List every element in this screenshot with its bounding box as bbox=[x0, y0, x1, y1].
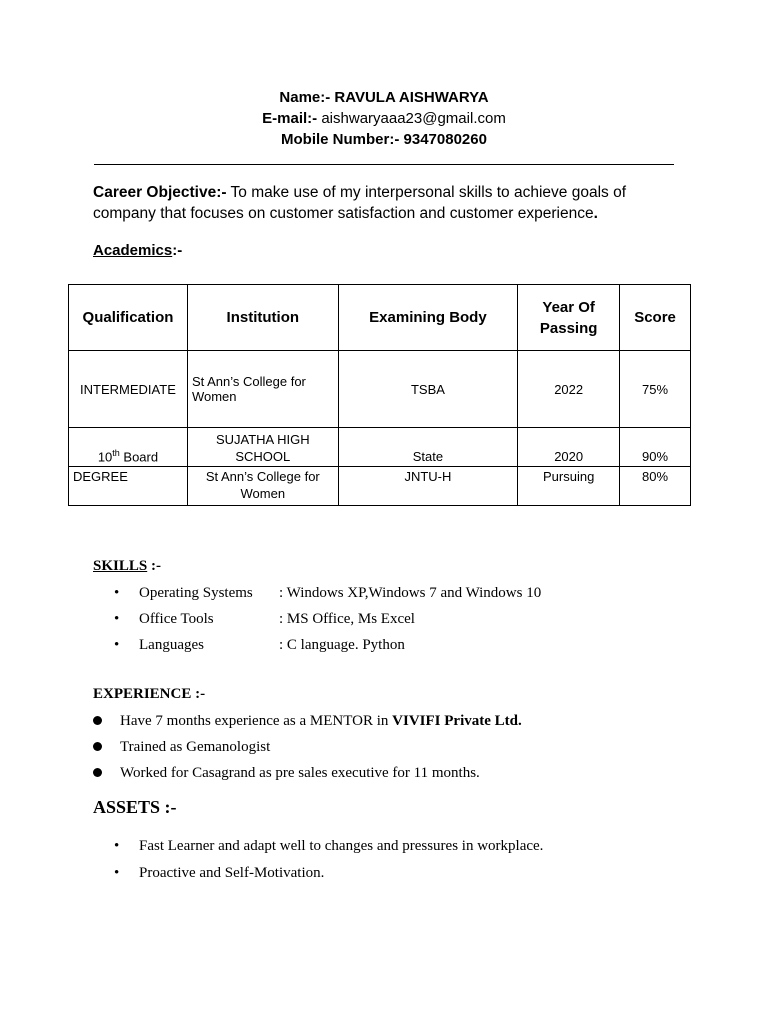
assets-list bbox=[114, 835, 543, 889]
header-divider bbox=[94, 164, 674, 165]
email-value: aishwaryaaa23@gmail.com bbox=[321, 110, 506, 127]
bullet-icon bbox=[93, 716, 102, 725]
list-item: • Languages : C language. Python bbox=[114, 634, 541, 660]
bullet-icon: • bbox=[114, 865, 120, 881]
table-row: DEGREE St Ann’s College for Women JNTU-H Pursuing 80% bbox=[69, 467, 691, 506]
list-item: Have 7 months experience as a MENTOR in VIVIFI Private Ltd. bbox=[93, 710, 522, 736]
email-line: E-mail:- aishwaryaaa23@gmail.com bbox=[262, 110, 506, 127]
bullet-icon: • bbox=[114, 637, 120, 653]
list-item: • Fast Learner and adapt well to changes and pressures in workplace. bbox=[114, 835, 543, 862]
academics-table bbox=[68, 284, 691, 506]
contact-header bbox=[0, 87, 768, 150]
mobile-line: Mobile Number:- 9347080260 bbox=[281, 131, 487, 148]
table-header-row bbox=[69, 285, 691, 351]
academics-heading: Academics:- bbox=[93, 242, 183, 259]
name-line: Name:- RAVULA AISHWARYA bbox=[279, 89, 489, 106]
bullet-icon bbox=[93, 768, 102, 777]
assets-heading: ASSETS :- bbox=[93, 797, 177, 817]
list-item: Trained as Gemanologist bbox=[93, 736, 522, 762]
candidate-name: RAVULA AISHWARYA bbox=[334, 89, 489, 106]
bullet-icon: • bbox=[114, 611, 120, 627]
col-institution: Institution bbox=[187, 285, 338, 351]
list-item: Worked for Casagrand as pre sales executive for 11 months. bbox=[93, 762, 522, 788]
career-objective: Career Objective:- To make use of my interpersonal skills to achieve goals of company that focuses on customer satisfaction and customer experience. bbox=[93, 184, 626, 222]
bullet-icon: • bbox=[114, 585, 120, 601]
experience-list bbox=[93, 710, 522, 788]
list-item: • Proactive and Self-Motivation. bbox=[114, 862, 543, 889]
bullet-icon: • bbox=[114, 838, 120, 854]
col-examining-body: Examining Body bbox=[338, 285, 518, 351]
experience-heading: EXPERIENCE :- bbox=[93, 686, 206, 702]
mobile-value: 9347080260 bbox=[403, 131, 487, 148]
list-item: • Office Tools : MS Office, Ms Excel bbox=[114, 608, 541, 634]
table-row: 10th Board SUJATHA HIGH SCHOOL State 2020 90% bbox=[69, 428, 691, 467]
objective-label: Career Objective:- bbox=[93, 184, 227, 201]
skills-heading: SKILLS :- bbox=[93, 558, 161, 574]
skills-list bbox=[114, 582, 541, 660]
col-qualification: Qualification bbox=[69, 285, 188, 351]
table-row: INTERMEDIATE St Ann’s College for Women TSBA 2022 75% bbox=[69, 351, 691, 428]
bullet-icon bbox=[93, 742, 102, 751]
col-score: Score bbox=[620, 285, 691, 351]
list-item: • Operating Systems : Windows XP,Windows 7 and Windows 10 bbox=[114, 582, 541, 608]
col-year-of-passing: Year Of Passing bbox=[518, 285, 620, 351]
objective-text: To make use of my interpersonal skills to achieve goals of company that focuses on customer satisfaction and customer experience bbox=[93, 184, 626, 222]
